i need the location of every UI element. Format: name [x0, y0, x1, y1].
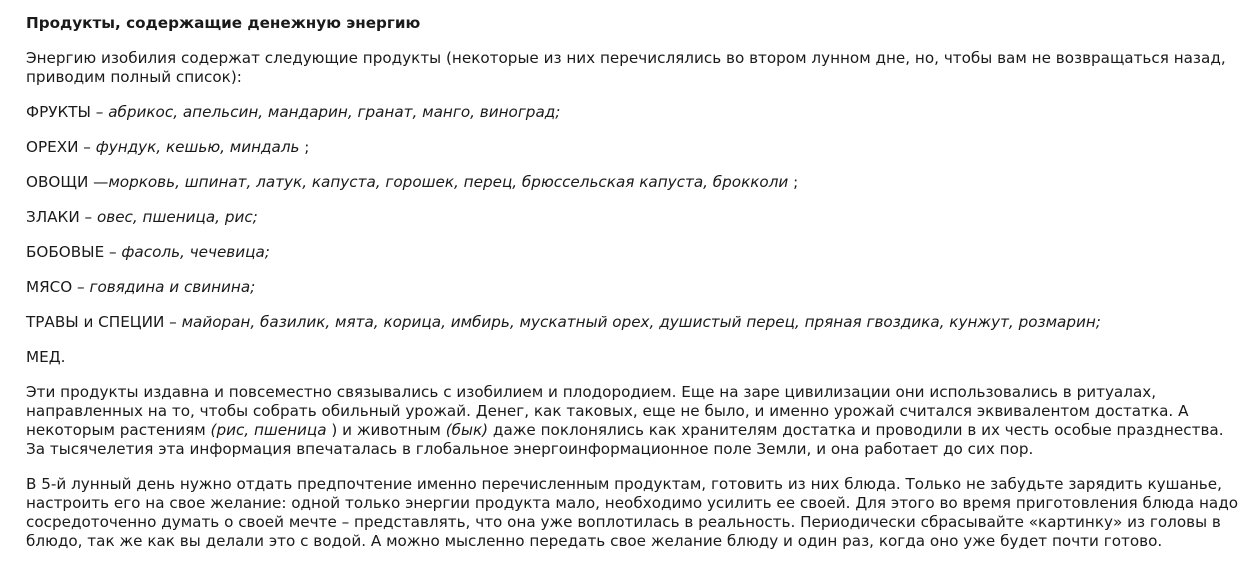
- category-items: морковь, шпинат, латук, капуста, горошек, перец, брюссельская капуста, брокколи: [108, 173, 789, 191]
- category-nuts: [26, 138, 1244, 157]
- history-paragraph: [26, 383, 1244, 459]
- category-name: ФРУКТЫ: [26, 103, 91, 121]
- category-tail: ;: [299, 138, 310, 156]
- history-emphasis-plants: (рис, пшеница: [210, 421, 327, 439]
- category-legumes: [26, 243, 1244, 262]
- category-separator: –: [72, 278, 90, 296]
- advice-paragraph: В 5-й лунный день нужно отдать предпочтение именно перечисленным продуктам, готовить из них блюда. Только не забудьте зарядить кушанье, настроить его на свое желание: одной только энергии продукта мало, необходимо усилить ее своей. Для этого во время приготовления блюда надо сосредоточенно думать о своей мечте – представлять, что она уже воплотилась в реальность. Периодически сбрасывайте «картинку» из головы в блюдо, так же как вы делали это с водой. А можно мысленно передать свое желание блюду и один раз, когда оно уже будет почти готово.: [26, 475, 1239, 550]
- category-separator: –: [104, 243, 122, 261]
- category-separator: —: [88, 173, 109, 191]
- intro-paragraph: Энергию изобилия содержат следующие продукты (некоторые из них перечислялись во втором лунном дне, но, чтобы вам не возвращаться назад, приводим полный список):: [26, 49, 1226, 86]
- article-title: Продукты, содержащие денежную энергию: [26, 14, 421, 32]
- category-items: фундук, кешью, миндаль: [95, 138, 300, 156]
- category-vegetables: [26, 173, 1244, 192]
- category-separator: –: [78, 138, 96, 156]
- category-separator: –: [90, 103, 109, 121]
- history-text-start: Эти продукты издавна и повсеместно связывались с изобилием и плодородием. Еще на заре цивилизации они использовались в ритуалах, направленных на то, чтобы собрать обильный урожай. Денег, как таковых, еще не было, и именно урожай считался эквивалентом достатка. А некоторым растениям: [26, 383, 1189, 439]
- category-name: МЯСО: [26, 278, 73, 296]
- category-items: фасоль, чечевица;: [121, 243, 270, 261]
- category-items: говядина и свинина;: [89, 278, 256, 296]
- category-meat: [26, 278, 1244, 297]
- history-emphasis-animal: (бык): [445, 421, 489, 439]
- history-text-mid: ) и животным: [326, 421, 446, 439]
- category-herbs-spices: [26, 313, 1244, 332]
- category-grains: [26, 208, 1244, 227]
- category-name: ТРАВЫ и СПЕЦИИ: [26, 313, 165, 331]
- category-name: БОБОВЫЕ: [26, 243, 105, 261]
- category-name: ОВОЩИ: [26, 173, 89, 191]
- category-separator: –: [164, 313, 182, 331]
- history-text-end: даже поклонялись как хранителям достатка и проводили в их честь особые празднества. За тысячелетия эта информация впечаталась в глобальное энергоинформационное поле Земли, и она работает до сих пор.: [26, 421, 1224, 458]
- category-separator: –: [79, 208, 97, 226]
- category-name: ОРЕХИ: [26, 138, 79, 156]
- category-name: ЗЛАКИ: [26, 208, 80, 226]
- category-items: овес, пшеница, рис;: [96, 208, 258, 226]
- category-tail: ;: [788, 173, 799, 191]
- category-honey: МЕД.: [26, 348, 66, 366]
- category-items: абрикос, апельсин, мандарин, гранат, манго, виноград;: [108, 103, 561, 121]
- category-fruits: [26, 103, 1244, 122]
- category-items: майоран, базилик, мята, корица, имбирь, мускатный орех, душистый перец, пряная гвоздика, кунжут, розмарин;: [181, 313, 1101, 331]
